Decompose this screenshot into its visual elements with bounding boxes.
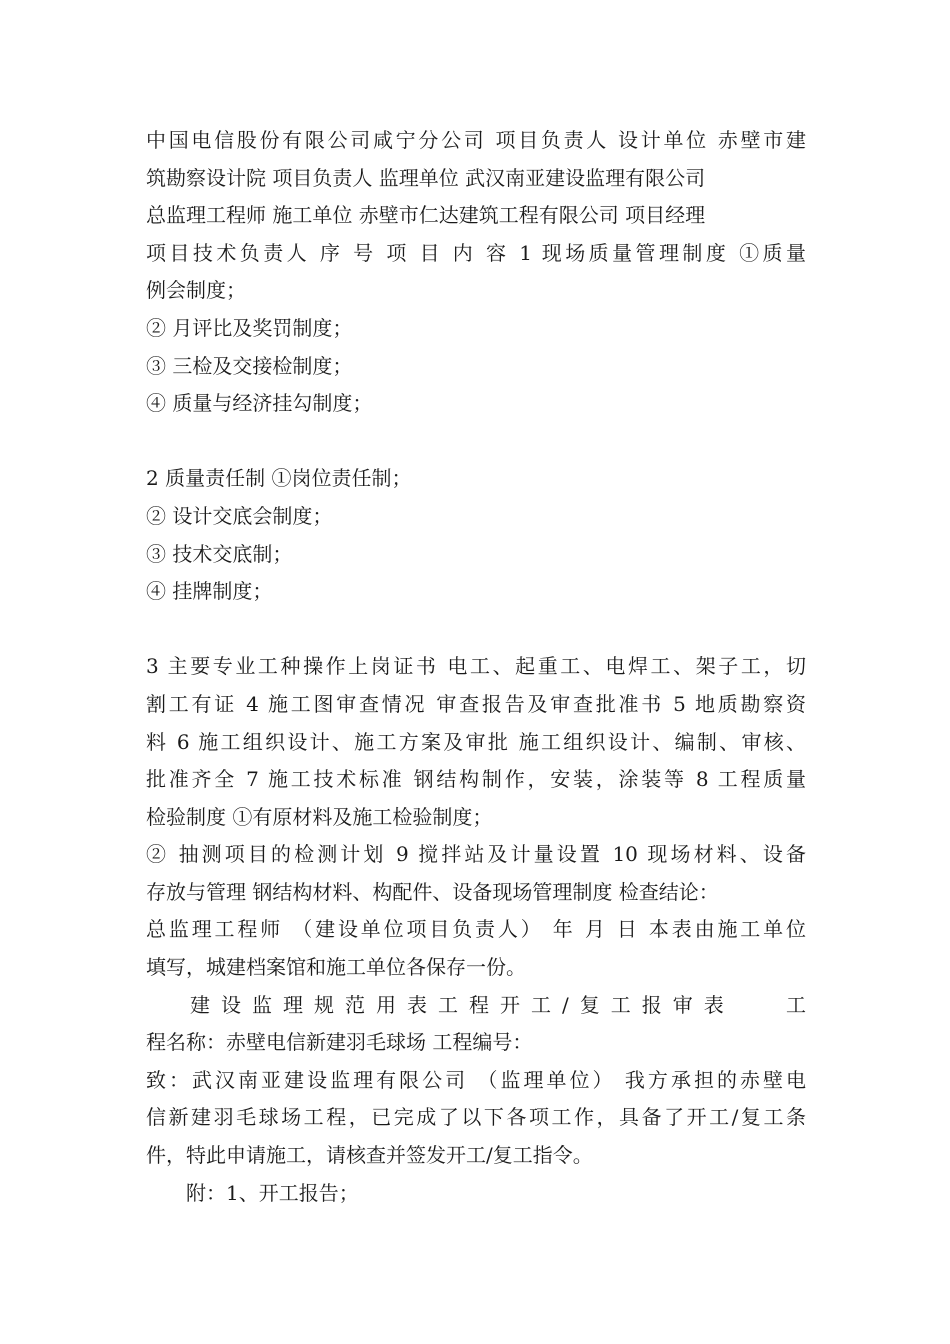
text-line: ③ 三检及交接检制度； [146,353,353,378]
text-line: ④ 挂牌制度； [146,579,273,604]
text-line: 料 6 施工组织设计、施工方案及审批 施工组织设计、编制、审核、 [146,729,806,754]
text-line: 填写，城建档案馆和施工单位各保存一份。 [146,955,526,980]
text-line: ② 抽测项目的检测计划 9 搅拌站及计量设置 10 现场材料、设备 [146,842,806,867]
text-line: ② 月评比及奖罚制度； [146,315,353,340]
application-section [146,1024,806,1212]
text-line: 总监理工程师 （建设单位项目负责人） 年 月 日 本表由施工单位 [146,917,806,942]
text-line: 总监理工程师 施工单位 赤壁市仁达建筑工程有限公司 项目经理 [146,203,706,228]
text-line: 检验制度 ①有原材料及施工检验制度； [146,804,493,829]
text-line: 批准齐全 7 施工技术标准 钢结构制作，安装，涂装等 8 工程质量 [146,767,806,792]
text-line: ③ 技术交底制； [146,541,293,566]
text-line: 致：武汉南亚建设监理有限公司 （监理单位） 我方承担的赤壁电 [146,1067,806,1092]
text-line: ② 设计交底会制度； [146,503,333,528]
checklist-section [146,122,806,987]
text-line: 存放与管理 钢结构材料、构配件、设备现场管理制度 检查结论： [146,879,719,904]
form-title-tail: 工 [786,992,806,1017]
text-line: 信新建羽毛球场工程，已完成了以下各项工作，具备了开工/复工条 [146,1105,806,1130]
text-line: 程名称：赤壁电信新建羽毛球场 工程编号： [146,1030,533,1055]
text-line: 例会制度； [146,278,246,303]
text-line: ④ 质量与经济挂勾制度； [146,391,373,416]
form-title-line [146,987,806,1025]
text-line: 筑勘察设计院 项目负责人 监理单位 武汉南亚建设监理有限公司 [146,165,706,190]
text-line: 2 质量责任制 ①岗位责任制； [146,466,412,491]
text-line: 附：1、开工报告； [146,1180,359,1205]
text-line: 中国电信股份有限公司咸宁分公司 项目负责人 设计单位 赤壁市建 [146,128,806,152]
text-line: 项目技术负责人 序 号 项 目 内 容 1 现场质量管理制度 ①质量 [146,240,806,265]
text-line: 件，特此申请施工，请核查并签发开工/复工指令。 [146,1143,593,1168]
blank-line [146,611,806,649]
document-body [146,122,806,1212]
blank-line [146,423,806,461]
text-line: 割工有证 4 施工图审查情况 审查报告及审查批准书 5 地质勘察资 [146,691,806,716]
text-line: 3 主要专业工种操作上岗证书 电工、起重工、电焊工、架子工，切 [146,654,806,679]
form-title: 建设监理规范用表工程开工/复工报审表 [190,992,735,1017]
